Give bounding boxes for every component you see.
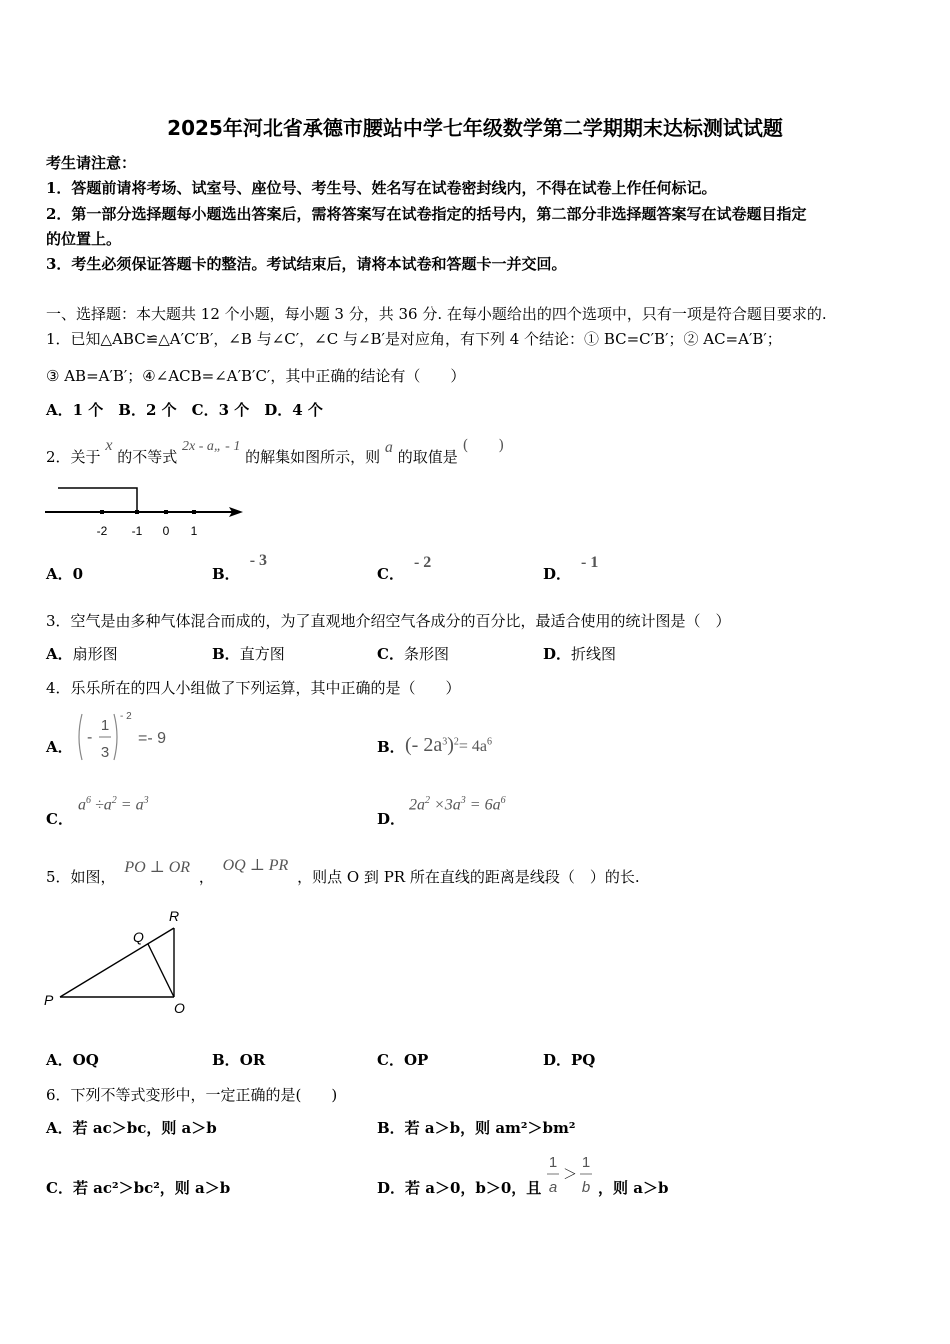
q2-stem bbox=[46, 436, 505, 467]
q4-text: 4．乐乐所在的四人小组做了下列运算，其中正确的是（ ） bbox=[46, 679, 461, 697]
q4-a-num: 1 bbox=[100, 717, 110, 734]
q2-inequality: 2x - a„ - 1 bbox=[182, 439, 241, 454]
q4-label-b: B． bbox=[377, 738, 405, 756]
q5-label-r: R bbox=[169, 908, 180, 924]
q5-option-b: B．OR bbox=[212, 1051, 266, 1069]
q6-frac1-den: a bbox=[548, 1179, 558, 1196]
q2-tick-mark bbox=[192, 510, 196, 514]
q2-paren: ( ) bbox=[462, 436, 505, 454]
q2-var-x: x bbox=[105, 437, 113, 454]
q5-option-c: C．OP bbox=[377, 1051, 429, 1069]
q2-number-line bbox=[40, 478, 250, 542]
q2-tick-label: -2 bbox=[96, 524, 108, 538]
q6-frac1-num: 1 bbox=[548, 1154, 558, 1171]
q4-a-minus: - bbox=[87, 729, 93, 746]
q5-stem: 5．如图， PO ⊥ OR ， OQ ⊥ PR ，则点 O 到 PR 所在直线的距离是线段（ ）的长. bbox=[46, 857, 640, 886]
q2-solution-bracket bbox=[58, 488, 137, 512]
q6-frac2-num: 1 bbox=[581, 1154, 591, 1171]
q6-option-b: B．若 a＞b，则 am²＞bm² bbox=[377, 1119, 576, 1137]
q6-frac2-den: b bbox=[581, 1179, 591, 1196]
q2-var-a: a bbox=[384, 439, 393, 456]
q2-tick-mark bbox=[100, 510, 104, 514]
q5-option-d: D．PQ bbox=[543, 1051, 596, 1069]
q4-option-d-expr: $2a^2 \times 3a^3 = 6a^6$ bbox=[409, 795, 506, 814]
q2-prefix: 2．关于 bbox=[46, 448, 101, 466]
q2-tick-label: 0 bbox=[162, 524, 170, 538]
q4-option-b-expr: (- $2a^3)^2= 4a^6$ bbox=[405, 734, 492, 756]
notice-item-2-cont: 的位置上。 bbox=[46, 230, 122, 248]
q2-tick-mark bbox=[135, 510, 139, 514]
q5-segment-oq bbox=[148, 944, 174, 997]
q4-a-exp: - 2 bbox=[120, 711, 132, 722]
q3-option-a: A．扇形图 bbox=[46, 645, 118, 663]
section-heading: 一、选择题：本大题共 12 个小题，每小题 3 分，共 36 分. 在每小题给出的四个选项中，只有一项是符合题目要求的. bbox=[46, 305, 827, 323]
q4-label-d: D． bbox=[377, 810, 406, 828]
q3-text: 3．空气是由多种气体混合而成的，为了直观地介绍空气各成分的百分比，最适合使用的统计图是（ ） bbox=[46, 612, 731, 630]
q1-options: A．1 个 B．2 个 C．3 个 D．4 个 bbox=[46, 401, 323, 419]
page-title: 2025年河北省承德市腰站中学七年级数学第二学期期末达标测试试题 bbox=[167, 116, 783, 140]
q4-option-a-expr bbox=[74, 706, 184, 768]
q2-tick-mark bbox=[164, 510, 168, 514]
q4-a-right-paren bbox=[114, 714, 117, 760]
q3-option-c: C．条形图 bbox=[377, 645, 449, 663]
q3-option-d: D．折线图 bbox=[543, 645, 617, 663]
q5-label-q: Q bbox=[133, 929, 144, 945]
q4-option-c-expr: $a^6 \div a^2 = a^3$ bbox=[78, 795, 149, 814]
q1-text-line1: 1．已知△ABC≌△A′C′B′，∠B 与∠C′，∠C 与∠B′是对应角，有下列 4 个结论：① BC=C′B′；② AC=A′B′； bbox=[46, 330, 782, 348]
q2-mid2: 的解集如图所示，则 bbox=[245, 448, 381, 466]
q5-cond1: PO ⊥ OR bbox=[124, 859, 191, 876]
q5-label-o: O bbox=[174, 1000, 185, 1016]
notice-heading: 考生请注意： bbox=[46, 154, 137, 172]
q2-tick-label: 1 bbox=[190, 524, 198, 538]
notice-item-3: 3．考生必须保证答题卡的整洁。考试结束后，请将本试卷和答题卡一并交回。 bbox=[46, 255, 567, 273]
q5-cond2: OQ ⊥ PR bbox=[222, 857, 289, 874]
notice-item-2: 2．第一部分选择题每小题选出答案后，需将答案写在试卷指定的括号内，第二部分非选择题答案写在试卷题目指定 bbox=[46, 205, 807, 223]
q6-option-d: D．若 a＞0，b＞0，且 bbox=[377, 1179, 542, 1197]
q5-label-p: P bbox=[44, 992, 54, 1008]
q2-mid: 的不等式 bbox=[117, 448, 178, 466]
q6-option-c: C．若 ac²＞bc²，则 a＞b bbox=[46, 1179, 231, 1197]
q4-label-c: C． bbox=[46, 810, 73, 828]
q5-option-a: A．OQ bbox=[46, 1051, 99, 1069]
q6-greater-sign: ＞ bbox=[563, 1166, 577, 1182]
q4-a-left-paren bbox=[79, 714, 82, 760]
q4-label-a: A． bbox=[46, 738, 73, 756]
q5-figure bbox=[40, 905, 200, 1020]
q2-suffix: 的取值是 bbox=[397, 448, 458, 466]
q3-option-b: B．直方图 bbox=[212, 645, 285, 663]
q2-option-d: D．- 1 bbox=[543, 554, 599, 583]
q2-option-c: C．- 2 bbox=[377, 554, 432, 583]
q1-text-line2: ③ AB=A′B′；④∠ACB=∠A′B′C′，其中正确的结论有（ ） bbox=[46, 367, 466, 385]
q4-a-den: 3 bbox=[100, 744, 110, 761]
q6-option-d-fractions bbox=[542, 1150, 598, 1200]
q4-a-rhs: =- 9 bbox=[138, 730, 167, 747]
q2-option-a: A．0 bbox=[46, 565, 84, 583]
notice-item-1: 1．答题前请将考场、试室号、座位号、考生号、姓名写在试卷密封线内，不得在试卷上作任何标记。 bbox=[46, 179, 717, 197]
q2-tick-label: -1 bbox=[131, 524, 143, 538]
q6-text: 6．下列不等式变形中，一定正确的是( ) bbox=[46, 1086, 338, 1104]
q6-option-a: A．若 ac＞bc，则 a＞b bbox=[46, 1119, 217, 1137]
q2-option-b: B．- 3 bbox=[212, 552, 268, 583]
q6-option-d-suffix: ，则 a＞b bbox=[598, 1179, 669, 1197]
